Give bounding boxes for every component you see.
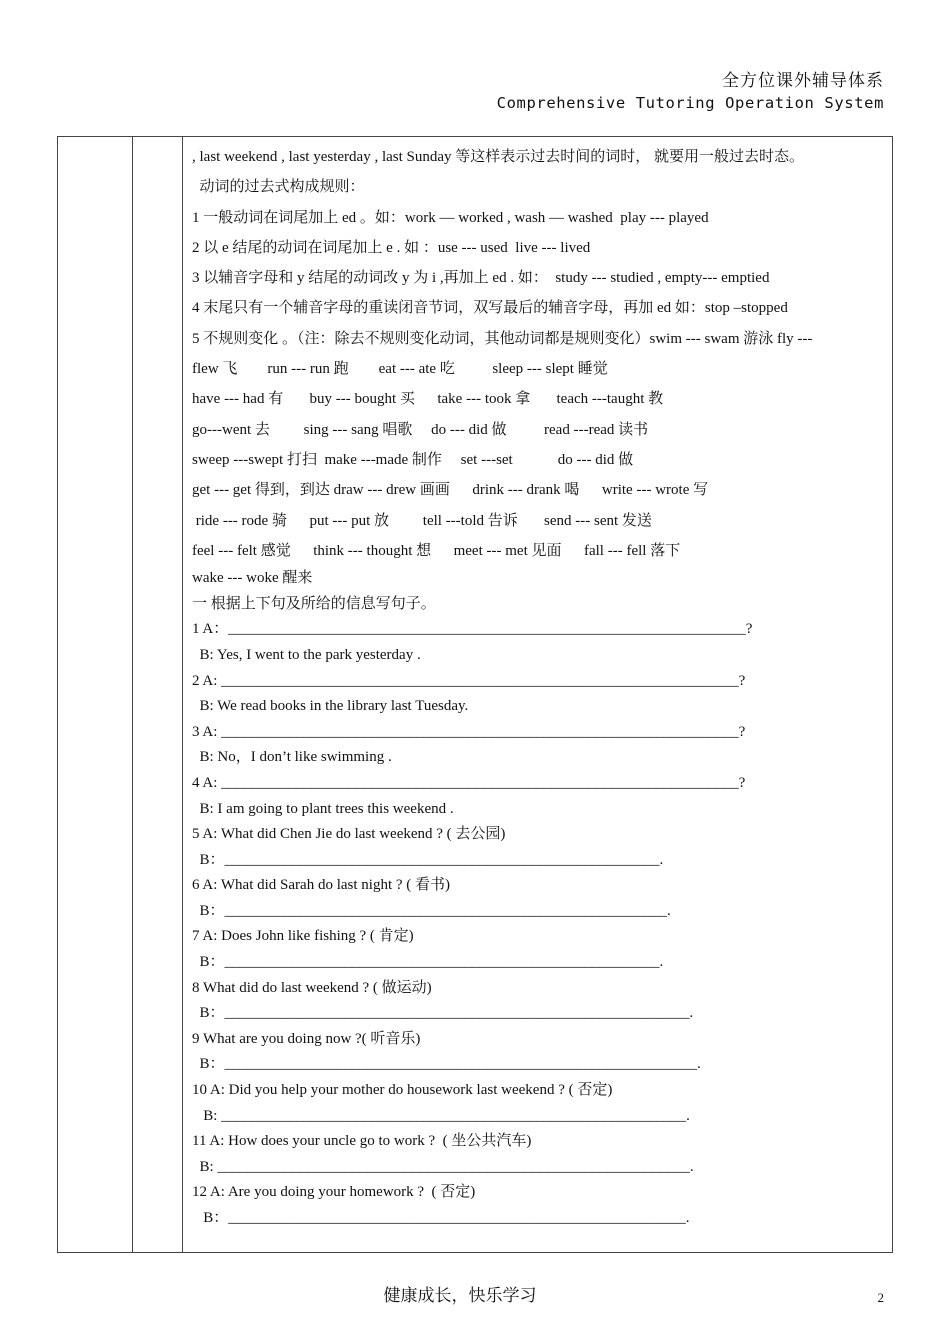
exercise-line: B: ______________________________________________________________. — [192, 1107, 690, 1124]
exercise-line: B: We read books in the library last Tuesday. — [192, 698, 469, 715]
verb-list-line: go---went 去 sing --- sang 唱歌 do --- did 做 read ---read 读书 — [192, 421, 649, 438]
exercise-line: B: Yes, I went to the park yesterday . — [192, 646, 421, 663]
header-title-cn: 全方位课外辅导体系 — [722, 71, 884, 91]
footer-slogan: 健康成长，快乐学习 — [383, 1286, 537, 1306]
exercise-line: 10 A: Did you help your mother do housework last weekend ? ( 否定) — [192, 1082, 613, 1099]
exercise-line: B: I am going to plant trees this weekend . — [192, 800, 454, 817]
verb-list-line: feel --- felt 感觉 think --- thought 想 meet --- met 见面 fall --- fell 落下 — [192, 542, 681, 559]
grammar-line: 5 不规则变化 。（注：除去不规则变化动词，其他动词都是规则变化）swim --- swam 游泳 fly --- — [192, 330, 813, 347]
exercise-line: 11 A: How does your uncle go to work ? ( 坐公共汽车) — [192, 1133, 532, 1150]
header-title-en: Comprehensive Tutoring Operation System — [496, 94, 884, 112]
exercise-heading: 一 根据上下句及所给的信息写句子。 — [192, 595, 436, 612]
verb-list-line: get --- get 得到，到达 draw --- drew 画画 drink --- drank 喝 write --- wrote 写 — [192, 482, 709, 499]
exercise-line: 5 A: What did Chen Jie do last weekend ? ( 去公园) — [192, 826, 506, 843]
grammar-line: 动词的过去式构成规则： — [192, 179, 365, 196]
exercise-line: 6 A: What did Sarah do last night ? ( 看书) — [192, 877, 451, 894]
grammar-line: 2 以 e 结尾的动词在词尾加上 e . 如 ：use --- used live --- lived — [192, 239, 591, 256]
exercise-line: B：______________________________________________________________. — [192, 1005, 694, 1022]
exercise-line: B：___________________________________________________________. — [192, 902, 671, 919]
verb-list-line: flew 飞 run --- run 跑 eat --- ate 吃 sleep --- slept 睡觉 — [192, 361, 608, 378]
exercise-line: 9 What are you doing now ?( 听音乐) — [192, 1030, 421, 1047]
exercise-line: B: No，I don’t like swimming . — [192, 749, 392, 766]
grammar-line: 4 末尾只有一个辅音字母的重读闭音节词，双写最后的辅音字母，再加 ed 如：stop –stopped — [192, 300, 788, 317]
exercise-line: B：_____________________________________________________________. — [192, 1210, 690, 1226]
table-column-divider — [182, 136, 183, 1253]
exercise-line: 3 A: _____________________________________________________________________? — [192, 723, 746, 740]
exercise-line: B：_______________________________________________________________. — [192, 1056, 701, 1073]
exercise-line: 8 What did do last weekend ? ( 做运动) — [192, 979, 432, 996]
page-number: 2 — [877, 1290, 884, 1305]
exercise-line: B: _______________________________________________________________. — [192, 1158, 694, 1175]
exercise-line: 12 A: Are you doing your homework ? ( 否定) — [192, 1184, 476, 1201]
grammar-line: , last weekend , last yesterday , last Sunday 等这样表示过去时间的词时， 就要用一般过去时态。 — [192, 149, 805, 165]
grammar-line: 1 一般动词在词尾加上 ed 。如：work — worked , wash — washed play --- played — [192, 209, 709, 226]
exercise-line: 1 A：_____________________________________________________________________? — [192, 621, 753, 638]
table-column-divider — [132, 136, 133, 1253]
exercise-line: 2 A: _____________________________________________________________________? — [192, 672, 746, 689]
exercise-line: B：__________________________________________________________. — [192, 851, 664, 868]
verb-list-line: wake --- woke 醒来 — [192, 570, 313, 587]
content-cell — [192, 142, 892, 1232]
verb-list-line: ride --- rode 骑 put --- put 放 tell ---told 告诉 send --- sent 发送 — [192, 512, 652, 529]
grammar-line: 3 以辅音字母和 y 结尾的动词改 y 为 i ,再加上 ed . 如： study --- studied , empty--- emptied — [192, 270, 770, 287]
verb-list-line: sweep ---swept 打扫 make ---made 制作 set ---set do --- did 做 — [192, 451, 634, 468]
exercise-line: 7 A: Does John like fishing ? ( 肯定) — [192, 928, 414, 945]
exercise-line: 4 A: _____________________________________________________________________? — [192, 774, 746, 791]
exercise-line: B：__________________________________________________________. — [192, 954, 664, 971]
verb-list-line: have --- had 有 buy --- bought 买 take --- took 拿 teach ---taught 教 — [192, 391, 664, 408]
